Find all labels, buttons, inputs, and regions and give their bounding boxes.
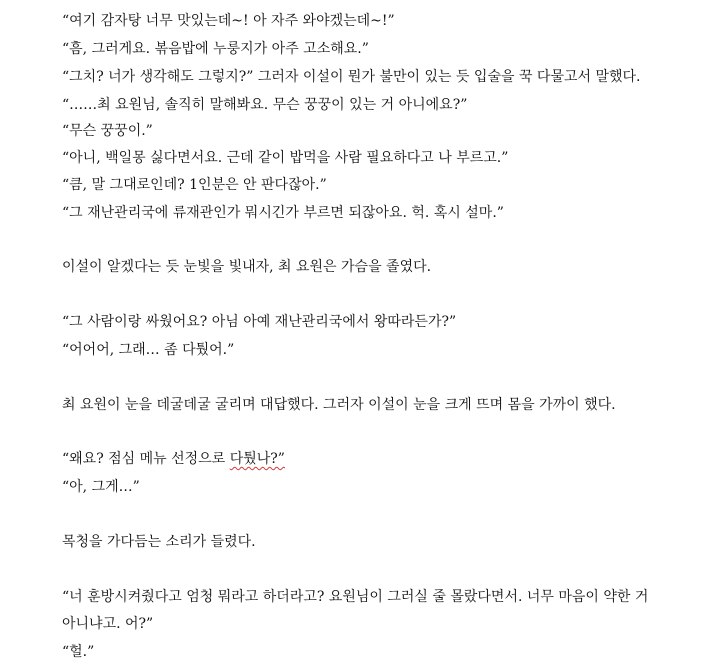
text-line-8: “그 재난관리국에 류재관인가 뭐시긴가 부르면 되잖아요. 헉. 혹시 설마.” (62, 205, 504, 221)
text-line-5: “무슨 꿍꿍이.” (62, 123, 153, 139)
text-line-17: 아니냐고. 어?” (62, 616, 154, 632)
text-line-7: “큼, 말 그대로인데? 1인분은 안 판다잖아.” (62, 177, 327, 193)
text-line-14: “아, 그게…” (62, 479, 140, 495)
text-line-2: “흠, 그러게요. 볶음밥에 누룽지가 아주 고소해요.” (62, 41, 369, 57)
text-line-18: “헐.” (62, 644, 95, 660)
text-line-16: “너 훈방시켜줬다고 엄청 뭐라고 하더라고? 요원님이 그러실 줄 몰랐다면서. 너무 마음이 약한 거 (62, 589, 649, 605)
text-line-12: 최 요원이 눈을 데굴데굴 굴리며 대답했다. 그러자 이설이 눈을 크게 뜨며 몸을 가까이 했다. (62, 397, 616, 413)
text-line-6: “아니, 백일몽 싫다면서요. 근데 같이 밥먹을 사람 필요하다고 나 부르고.” (62, 150, 509, 166)
text-line-4: “……최 요원님, 솔직히 말해봐요. 무슨 꿍꿍이 있는 거 아니에요?” (62, 97, 468, 113)
spellcheck-marked-word[interactable]: 다퉜나?” (229, 451, 285, 467)
text-line-9: 이설이 알겠다는 듯 눈빛을 빛내자, 최 요원은 가슴을 졸였다. (62, 259, 432, 275)
text-line-3: “그치? 너가 생각해도 그렇지?” 그러자 이설이 뭔가 불만이 있는 듯 입술을 꾹 다물고서 말했다. (62, 69, 641, 85)
text-line-1: “여기 감자탕 너무 맛있는데~! 아 자주 와야겠는데~!” (62, 13, 395, 29)
text-line-11: “어어어, 그래… 좀 다퉜어.” (62, 342, 235, 358)
text-line-13-start: “왜요? 점심 메뉴 선정으로 (62, 451, 230, 467)
text-line-10: “그 사람이랑 싸웠어요? 아님 아예 재난관리국에서 왕따라든가?” (62, 314, 457, 330)
text-line-15: 목청을 가다듬는 소리가 들렸다. (62, 534, 256, 550)
text-line-13 (62, 450, 702, 468)
